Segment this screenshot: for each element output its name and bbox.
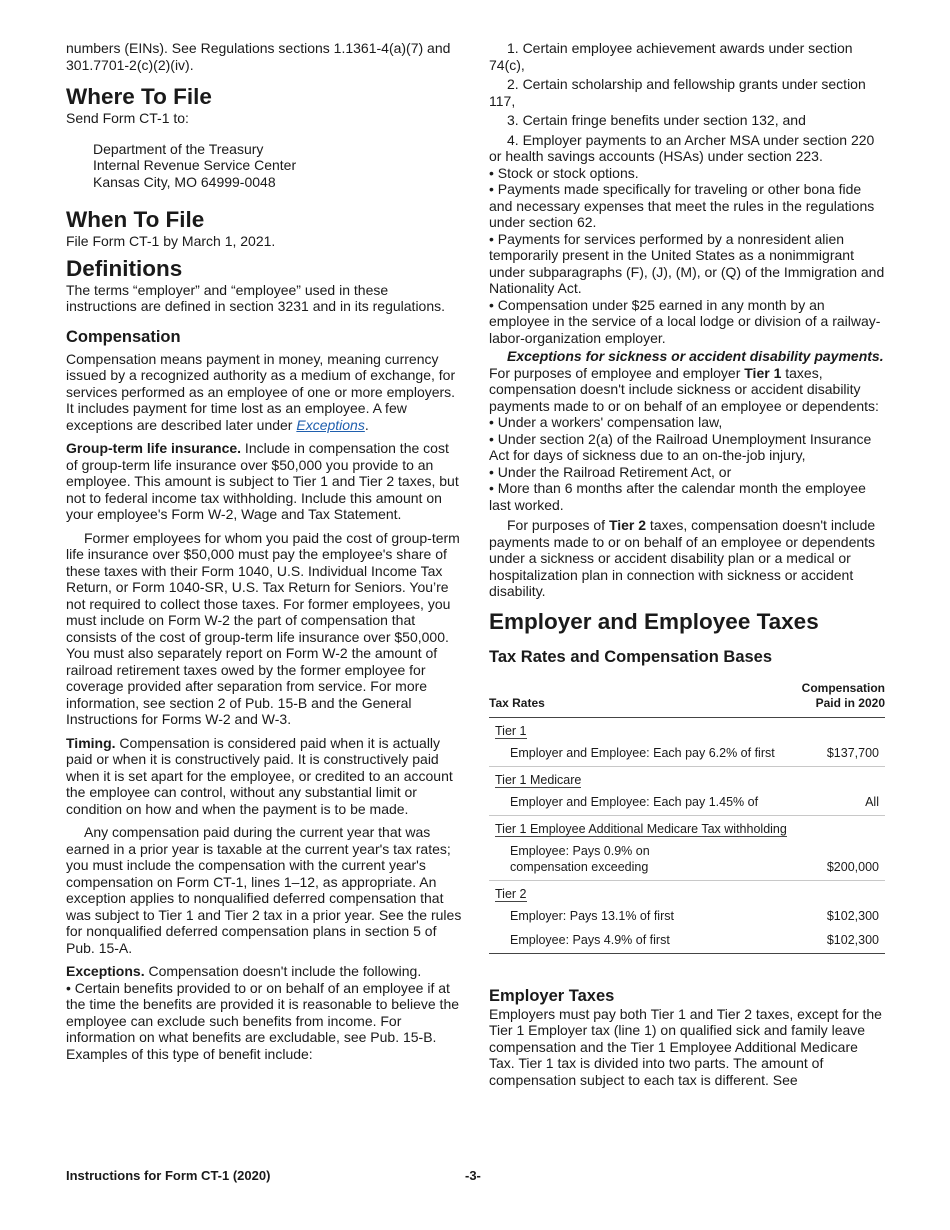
exceptions-link[interactable]: Exceptions xyxy=(296,416,365,433)
table-header xyxy=(489,681,885,718)
exceptions-paragraph: Exceptions. Compensation doesn't include the following. xyxy=(66,963,422,979)
table-group-title: Tier 1 xyxy=(495,723,527,738)
employer-taxes-heading: Employer Taxes xyxy=(489,986,615,1005)
right-column xyxy=(489,40,885,1088)
when-to-file-heading: When To File xyxy=(66,207,205,232)
tax-rates-heading: Tax Rates and Compensation Bases xyxy=(489,647,773,666)
table-group-title: Tier 1 Employee Additional Medicare Tax withholding xyxy=(489,815,885,840)
sickness-bullet: • More than 6 months after the calendar month the employee last worked. xyxy=(489,480,866,513)
prior-year-paragraph: Any compensation paid during the current year that was earned in a prior year is taxable at the current year's tax rates; you must include the compensation with the current year's compensation on Form CT-1, lines 1–12, as appropriate. An exception applies to nonqualified deferred compensation that was subject to Tier 1 and Tier 2 tax in a prior year. See the rules for nonqualified deferred compensation plans in section 5 of Pub. 15-A. xyxy=(66,824,462,956)
row-description: Employer and Employee: Each pay 6.2% of first xyxy=(510,745,775,760)
table-group-title: Tier 2 xyxy=(489,880,885,905)
sickness-bullet: • Under section 2(a) of the Railroad Unemployment Insurance Act for days of sickness due to an on-the-job injury, xyxy=(489,430,872,463)
when-to-file-text: File Form CT-1 by March 1, 2021. xyxy=(66,233,276,249)
table-row xyxy=(489,791,885,815)
group-term-paragraph: Group-term life insurance. Include in compensation the cost of group-term life insurance over $50,000 you provide to an employee. This amount is subject to Tier 1 and Tier 2 taxes, but not to federal income tax withholding. Include this amount on your employee's Form W-2, Wage and Tax Statement. xyxy=(66,440,459,522)
page-number: -3- xyxy=(465,1168,481,1183)
row-description: Employer: Pays 13.1% of first xyxy=(510,908,674,923)
definitions-text: The terms “employer” and “employee” used in these instructions are defined in section 3231 and in its regulations. xyxy=(66,281,446,314)
former-employees-paragraph: Former employees for whom you paid the cost of group-term life insurance over $50,000 must pay the employee's share of these taxes with their Form 1040, U.S. Individual Income Tax Return, or Form 1040-SR, U.S. Tax Return for Seniors. You’re not required to collect those taxes. For former employees, you must include on Form W-2 the part of compensation that consists of the cost of group-term life insurance over $50,000. You must also separately report on Form W-2 the amount of railroad retirement taxes owed by the former employee for coverage provided after separation from service. For more information, see section 2 of Pub. 15-B and the General Instructions for Forms W-2 and W-3. xyxy=(66,529,460,727)
row-value: $137,700 xyxy=(826,745,879,760)
exceptions-bullet: • Certain benefits provided to or on behalf of an employee if at the time the benefits are provided it is reasonable to believe the employee can exclude such benefits from income. For information on what benefits are excludable, see Pub. 15-B. Examples of this type of benefit include: xyxy=(66,979,460,1062)
table-group-title: Tier 1 Medicare xyxy=(489,766,885,791)
sickness-paragraph: Exceptions for sickness or accident disability payments. For purposes of employee and employer Tier 1 taxes, compensation doesn't include sickness or accident disability payments made to or on behalf of an employee or dependents: xyxy=(489,348,884,414)
tier2-paragraph: For purposes of Tier 2 taxes, compensation doesn't include payments made to or on behalf of an employee or dependents under a sickness or accident disability plan or a medical or hospitalization plan in connection with sickness or accident disability. xyxy=(489,517,876,599)
table-row xyxy=(489,929,885,954)
eins-paragraph: numbers (EINs). See Regulations sections 1.1361-4(a)(7) and 301.7701-2(c)(2)(iv). xyxy=(66,40,451,73)
timing-paragraph: Timing. Compensation is considered paid when it is actually paid or when it is constructively paid. It is constructively paid when it is set apart for the employee, or credited to an account the employee can control, without any substantial limit or condition on how and when the payment is to be made. xyxy=(66,734,453,817)
row-value: All xyxy=(865,794,879,809)
compensation-heading: Compensation xyxy=(66,327,181,346)
row-description: Employer and Employee: Each pay 1.45% of xyxy=(510,794,759,809)
address-line: Department of the Treasury xyxy=(93,140,264,157)
sickness-bullet: • Under a workers' compensation law, xyxy=(489,414,723,430)
numbered-item: 1. Certain employee achievement awards under section 74(c), xyxy=(489,40,853,73)
row-value: $102,300 xyxy=(826,908,879,923)
definitions-heading: Definitions xyxy=(66,255,183,281)
compensation-text: Compensation means payment in money, meaning currency issued by a recognized authority as a medium of exchange, for services performed as an employee of one or more employers. It includes payment for time lost as an employee. A few exceptions are described later under Exceptions. xyxy=(66,350,456,433)
bullet-item: • Compensation under $25 earned in any month by an employee in the service of a local lodge or division of a railway-labor-organization employer. xyxy=(489,296,881,346)
table-row xyxy=(489,905,885,929)
numbered-item: 2. Certain scholarship and fellowship grants under section 117, xyxy=(489,76,866,109)
numbered-item: 3. Certain fringe benefits under section 132, and xyxy=(507,112,806,128)
row-value: $102,300 xyxy=(826,932,879,947)
employer-taxes-text: Employers must pay both Tier 1 and Tier 2 taxes, except for the Tier 1 Employer tax (line 1) on qualified sick and family leave compensation and the Tier 1 Employee Additional Medicare Tax. Tier 1 tax is divided into two parts. The amount of compensation subject to each tax is different. See xyxy=(489,1005,882,1088)
sickness-bullet: • Under the Railroad Retirement Act, or xyxy=(489,463,732,480)
where-to-file-text: Send Form CT-1 to: xyxy=(66,110,189,126)
table-row xyxy=(489,840,885,880)
address-line: Kansas City, MO 64999-0048 xyxy=(93,173,276,190)
column-header-compensation: Compensation Paid in 2020 xyxy=(801,680,885,710)
row-description: Employee: Pays 4.9% of first xyxy=(510,932,670,947)
left-column xyxy=(66,40,462,1062)
footer-title: Instructions for Form CT-1 (2020) xyxy=(66,1168,271,1183)
where-to-file-heading: Where To File xyxy=(66,84,212,109)
row-value: $200,000 xyxy=(826,859,879,874)
bullet-item: • Payments for services performed by a nonresident alien temporarily present in the United States as a nonimmigrant under subparagraphs (F), (J), (M), or (Q) of the Immigration and Nationality Act. xyxy=(489,230,885,296)
column-header-tax-rates: Tax Rates xyxy=(489,695,545,710)
numbered-item: 4. Employer payments to an Archer MSA under section 220 or health savings accounts (HSAs) under section 223. xyxy=(489,131,875,164)
employer-employee-taxes-heading: Employer and Employee Taxes xyxy=(489,608,819,634)
table-row xyxy=(489,742,885,766)
row-description: Employee: Pays 0.9% on compensation exceeding xyxy=(510,843,650,874)
mailing-address xyxy=(66,141,462,191)
bullet-item: • Payments made specifically for traveling or other bona fide and necessary expenses that meet the rules in the regulations under section 62. xyxy=(489,181,875,230)
address-line: Internal Revenue Service Center xyxy=(93,157,297,173)
tax-rates-table xyxy=(489,681,885,954)
bullet-item: • Stock or stock options. xyxy=(489,164,639,181)
